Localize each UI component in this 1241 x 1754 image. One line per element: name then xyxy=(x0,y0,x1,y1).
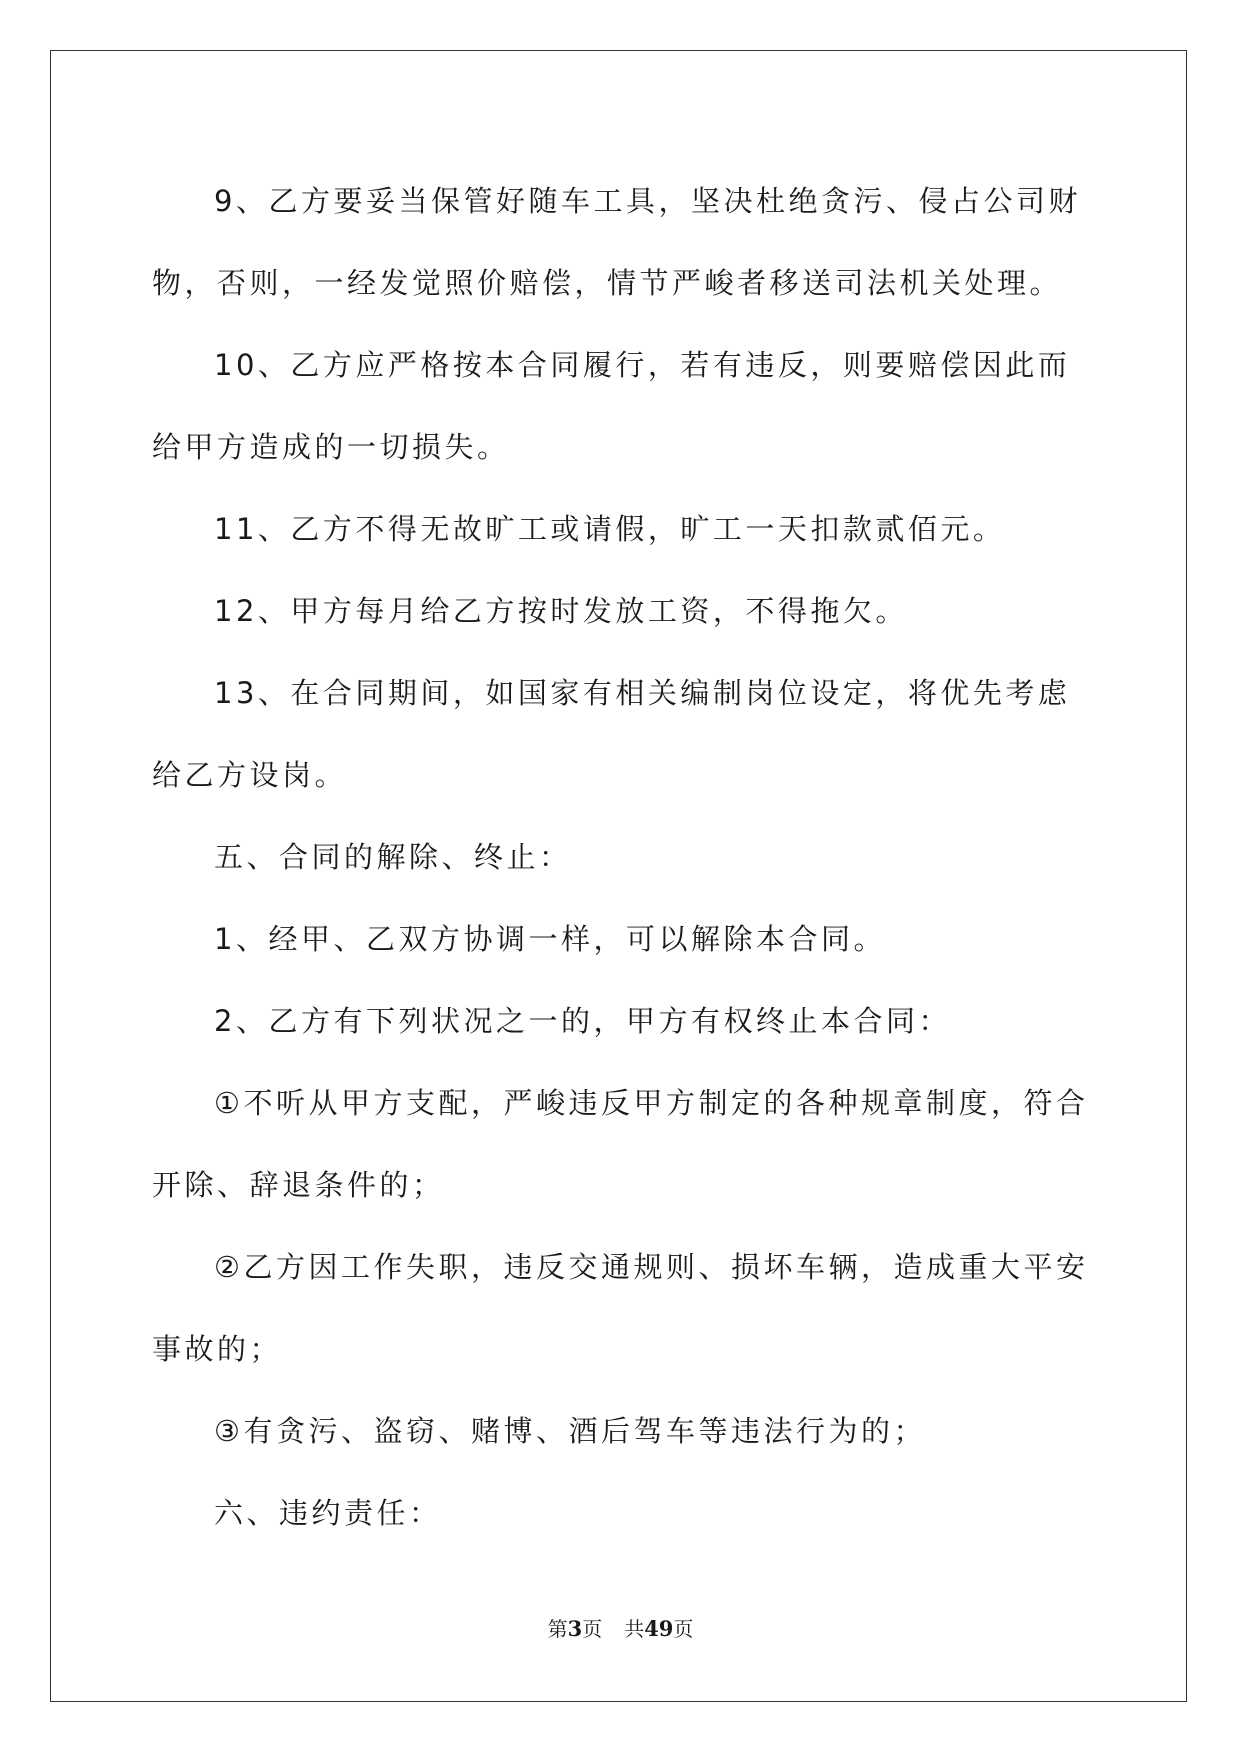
paragraph-item-11: 11、乙方不得无故旷工或请假，旷工一天扣款贰佰元。 xyxy=(214,512,1006,546)
paragraph-item-12: 12、甲方每月给乙方按时发放工资，不得拖欠。 xyxy=(214,594,908,628)
page-footer xyxy=(0,1613,1241,1642)
current-page-number: 3 xyxy=(567,1616,583,1641)
paragraph-termination-1: 1、经甲、乙双方协调一样，可以解除本合同。 xyxy=(214,922,886,956)
page-suffix: 页 xyxy=(582,1617,603,1641)
page-prefix: 第 xyxy=(547,1617,568,1641)
total-prefix: 共 xyxy=(624,1617,645,1641)
section-heading-liability: 六、违约责任： xyxy=(214,1496,442,1530)
document-body xyxy=(152,160,1092,1554)
total-pages-number: 49 xyxy=(644,1616,674,1641)
section-heading-termination: 五、合同的解除、终止： xyxy=(214,840,572,874)
paragraph-condition-2: ②乙方因工作失职，违反交通规则、损坏车辆，造成重大平安事故的； xyxy=(152,1250,1089,1366)
paragraph-item-10: 10、乙方应严格按本合同履行，若有违反，则要赔偿因此而给甲方造成的一切损失。 xyxy=(152,348,1071,464)
paragraph-termination-2: 2、乙方有下列状况之一的，甲方有权终止本合同： xyxy=(214,1004,951,1038)
paragraph-item-13: 13、在合同期间，如国家有相关编制岗位设定，将优先考虑给乙方设岗。 xyxy=(152,676,1071,792)
paragraph-condition-3: ③有贪污、盗窃、赌博、酒后驾车等违法行为的； xyxy=(214,1414,926,1448)
paragraph-condition-1: ①不听从甲方支配，严峻违反甲方制定的各种规章制度，符合开除、辞退条件的； xyxy=(152,1086,1089,1202)
total-suffix: 页 xyxy=(673,1617,694,1641)
paragraph-item-9: 9、乙方要妥当保管好随车工具，坚决杜绝贪污、侵占公司财物，否则，一经发觉照价赔偿，情节严峻者移送司法机关处理。 xyxy=(152,184,1081,300)
